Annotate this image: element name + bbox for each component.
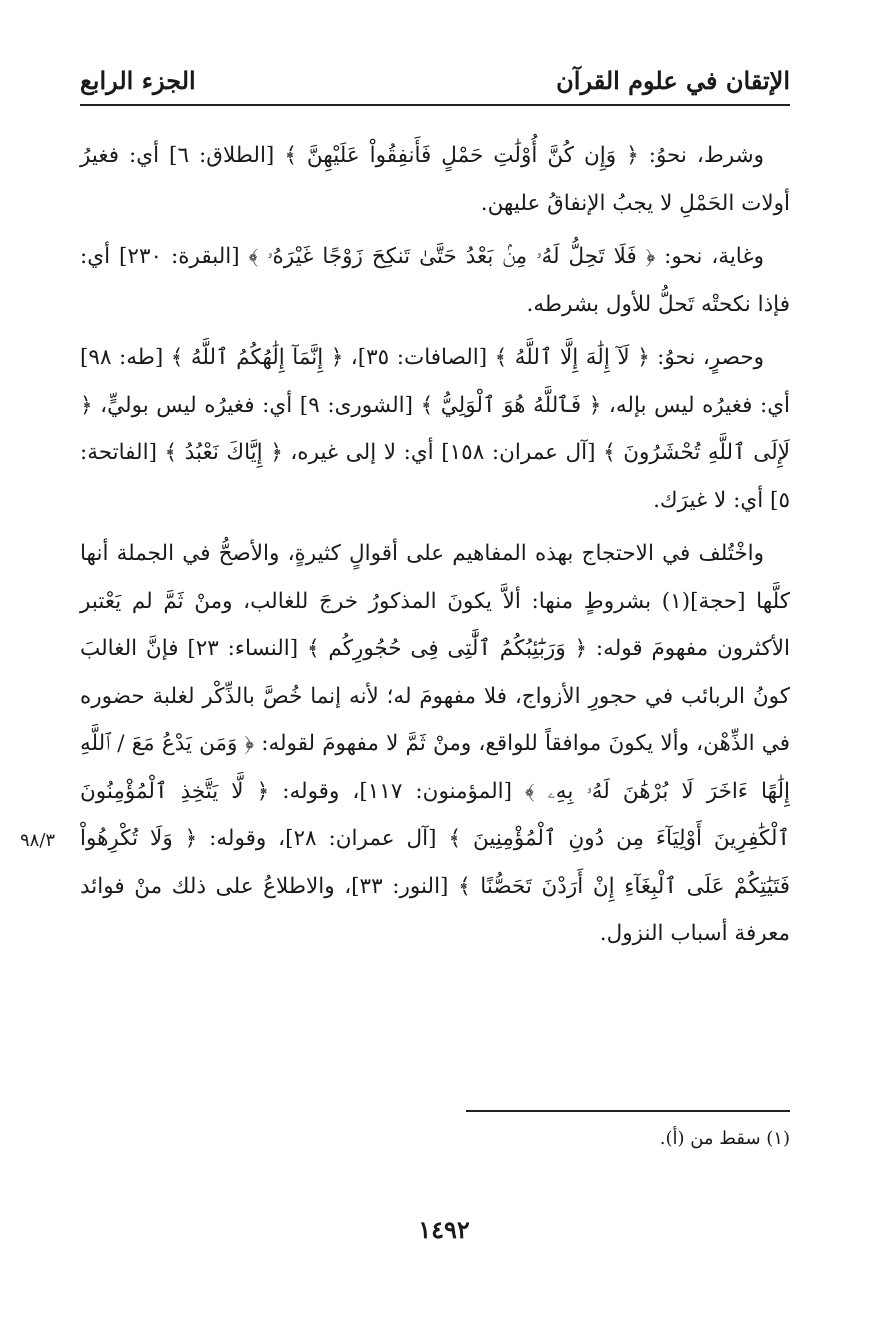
paragraph: وشرط، نحوُ: ﴿ وَإِن كُنَّ أُوْلَٰتِ حَمْلٍ فَأَنفِقُواْ عَلَيْهِنَّ ﴾ [الطلاق: ٦] أي: فغيرُ أولات الحَمْلِ لا يجبُ الإنفاقُ عليهن. <box>80 143 790 216</box>
part-title: الجزء الرابع <box>80 66 196 95</box>
footnote-divider <box>466 1110 790 1112</box>
running-header <box>80 62 790 106</box>
paragraph: وحصرٍ، نحوُ: ﴿ لَآ إِلَٰهَ إِلَّا ٱللَّهُ ﴾ [الصافات: ٣٥]، ﴿ إِنَّمَآ إِلَٰهُكُمُ ٱللَّهُ ﴾ [طه: ٩٨] أي: فغيرُه ليس بإله، ﴿ فَٱللَّهُ هُوَ ٱلْوَلِيُّ ﴾ [الشورى: ٩] أي: فغيرُه ليس بوليٍّ، ﴿ لَإِلَى ٱللَّهِ تُحْشَرُونَ ﴾ [آل عمران: ١٥٨] أي: لا إلى غيره، ﴿ إِيَّاكَ نَعْبُدُ ﴾ [الفاتحة: ٥] أي: لا غيرَك. <box>80 345 791 513</box>
paragraph: واخْتُلف في الاحتجاج بهذه المفاهيم على أقوالٍ كثيرةٍ، والأصحُّ في الجملة أنها كلَّها [حجة](١) بشروطٍ منها: ألاَّ يكونَ المذكورُ خرجَ للغالب، ومنْ ثَمَّ لم يَعْتبر الأكثرون مفهومَ قوله: ﴿ وَرَبَٰٓئِبُكُمُ ٱلَّٰتِى فِى حُجُورِكُم ﴾ [النساء: ٢٣] فإنَّ الغالبَ كونُ الربائب في حجورِ الأزواج، فلا مفهومَ له؛ لأنه إنما خُصَّ بالذِّكْر لغلبة حضوره في الذِّهْن، وألا يكونَ موافقاً للواقع، ومنْ ثَمَّ لا مفهومَ لقوله: ﴿ وَمَن يَدْعُ مَعَ / ٱللَّهِ إِلَٰهًا ءَاخَرَ لَا بُرْهَٰنَ لَهُۥ بِهِۦ ﴾ [المؤمنون: ١١٧]، وقوله: ﴿ لَّا يَتَّخِذِ ٱلْمُؤْمِنُونَ ٱلْكَٰفِرِينَ أَوْلِيَآءَ مِن دُونِ ٱلْمُؤْمِنِينَ ﴾ [آل عمران: ٢٨]، وقوله: ﴿ وَلَا تُكْرِهُواْ فَتَيَٰتِكُمْ عَلَى ٱلْبِغَآءِ إِنْ أَرَدْنَ تَحَصُّنًا ﴾ [النور: ٣٣]، والاطلاعُ على ذلك منْ فوائد معرفة أسباب النزول. <box>80 541 790 946</box>
main-text <box>80 132 790 960</box>
footnote: (١) سقط من (أ). <box>659 1128 790 1149</box>
book-title: الإتقان في علوم القرآن <box>556 66 790 95</box>
margin-reference: ٩٨/٣ <box>20 830 56 851</box>
paragraph: وغاية، نحو: ﴿ فَلَا تَحِلُّ لَهُۥ مِنۢ بَعْدُ حَتَّىٰ تَنكِحَ زَوْجًا غَيْرَهُۥ ﴾ [البقرة: ٢٣٠] أي: فإذا نكحتْه تَحلُّ للأول بشرطه. <box>80 244 790 317</box>
page-number: ١٤٩٢ <box>418 1215 470 1244</box>
